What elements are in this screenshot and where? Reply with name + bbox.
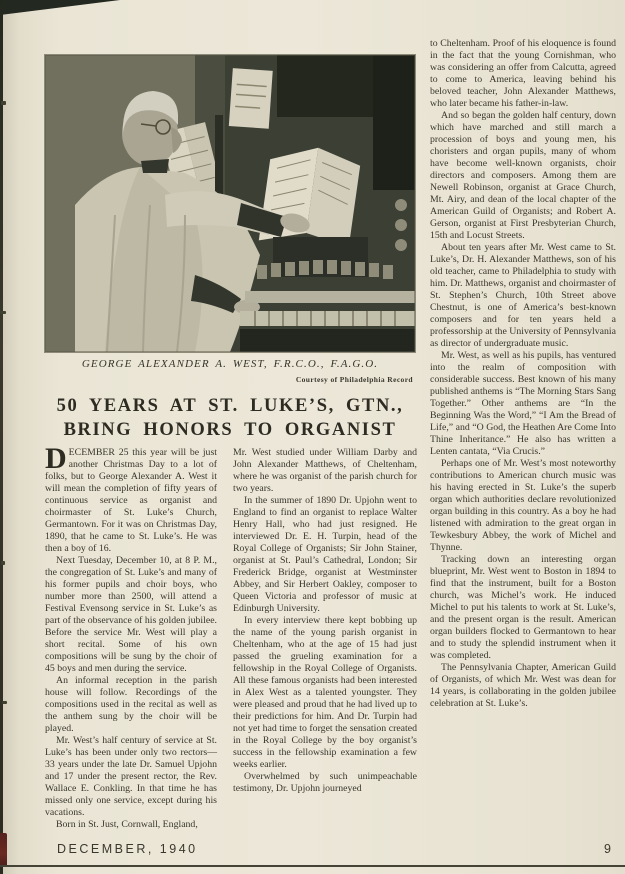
article-paragraph: Mr. West studied under William Darby and John Alexander Matthews, of Cheltenham, where he was organist of the parish church for two years. <box>233 447 417 494</box>
article-column-2 <box>233 447 417 861</box>
article-paragraph: In the summer of 1890 Dr. Upjohn went to England to find an organist to replace Walter Henry Hall, who had just resigned. He interviewed Dr. E. H. Turpin, head of the Royal College of Organists; Sir John Stainer, organist at St. Paul’s Cathedral, London; Sir Frederick Bridge, organist at Westminster Abbey, and Sir Herbert Oakley, composer to Queen Victoria and professor of music at Edinburgh University. <box>233 495 417 614</box>
page-gutter-edge <box>0 0 3 874</box>
opening-paragraph-text: ECEMBER 25 this year will be just another Christmas Day to a lot of folks, but to George Alexander A. West it will mean the completion of fifty years of continuous service as organist and choirmaster of St. Luke’s Church, Germantown. For it was on Christmas Day, 1890, that he came to St. Luke’s. He was then a boy of 16. <box>45 447 217 554</box>
scan-speck <box>0 311 6 314</box>
scan-speck <box>1 101 6 105</box>
article-paragraph: Next Tuesday, December 10, at 8 P. M., the congregation of St. Luke’s and many of his former pupils and choir boys, who number more than 2500, will attend a Festival Evensong service in St. Luke’s as part of the observance of his golden jubilee. Before the service Mr. West will play a short recital. Some of his own compositions will be sung by the choir of 45 boys and men during the service. <box>45 555 217 674</box>
footer-rule <box>0 865 625 867</box>
article-paragraph: to Cheltenham. Proof of his eloquence is found in the fact that the young Cornishman, who was considering an offer from Calcutta, agreed to come to America, leaving behind his beloved teacher, John Alexander Matthews, who later became his father-in-law. <box>430 38 616 109</box>
article-paragraph: Tracking down an interesting organ blueprint, Mr. West went to Boston in 1894 to find that the instrument, built for a Boston church, was Michel’s work. He induced Michel to put his talents to work at St. Luke’s, and the present organ is the result. American organ builders flocked to Germantown to hear and to study the splendid instrument when it was completed. <box>430 554 616 661</box>
scan-speck <box>2 701 7 704</box>
scan-speck <box>1 561 5 565</box>
opening-paragraph <box>45 447 217 555</box>
organist-photo <box>45 55 415 352</box>
page-footer <box>0 842 625 860</box>
article-paragraph: In every interview there kept bobbing up the name of the young parish organist in Cheltenham, who at the age of 15 had just passed the grueling examination for a fellowship in the Royal College of Organists. All these famous organists had been interested in Alex West as a talented youngster. They were pleased and proud that he had lived up to their predictions for him. And Dr. Turpin had not yet had time to forget the sensation created in the Royal College by the boy organist’s success in the fellowship examination a few weeks earlier. <box>233 615 417 770</box>
article-paragraph: Perhaps one of Mr. West’s most noteworthy contributions to American church music was his having erected in St. Luke’s the superb organ which authorities declare revolutionized organ building in this country. As a boy he had listened with admiration to the great organ in Tewkesbury Abbey, the work of Michel and Thynne. <box>430 458 616 553</box>
scan-edge-shadow <box>0 0 120 15</box>
drop-cap: D <box>45 447 67 475</box>
article-paragraph: And so began the golden half century, down which have marched and still march a procession of boys and young men, his choristers and organ pupils, many of whom have become well-known organists, choir directors and composers. Among them are Newell Robinson, organist at Grace Church, Mt. Airy, and dean of the local chapter of the American Guild of Organists; and Robert A. Gerson, organist at First Presbyterian Church, 15th and Locust Streets. <box>430 110 616 241</box>
article-columns <box>45 447 417 861</box>
article-paragraph: Overwhelmed by such unimpeachable testimony, Dr. Upjohn journeyed <box>233 771 417 794</box>
article-paragraph: Born in St. Just, Cornwall, England, <box>56 819 198 830</box>
photo-caption: GEORGE ALEXANDER A. WEST, F.R.C.O., F.A.G.O. <box>81 358 379 370</box>
headline-line-2: BRING HONORS TO ORGANIST <box>63 420 397 440</box>
photo-credit: Courtesy of Philadelphia Record <box>295 375 413 384</box>
footer-issue-date: DECEMBER, 1940 <box>57 842 198 856</box>
article-column-3 <box>430 38 616 860</box>
article-paragraph: About ten years after Mr. West came to St. Luke’s, Dr. H. Alexander Matthews, son of his old teacher, came to Philadelphia to study with him. Dr. Matthews, organist and choirmaster of St. Stephen’s Church, 10th Street above Chestnut, is one of America’s best-known composers and for ten years held a professorship at the University of Pennsylvania as director of undergraduate music. <box>430 242 616 349</box>
article-column-1 <box>45 447 217 861</box>
article-paragraph: An informal reception in the parish house will follow. Recordings of the compositions used in the recital as well as the anthem sung by the choir will be played. <box>45 675 217 734</box>
article-headline <box>41 394 419 442</box>
note-card <box>229 68 273 129</box>
organist-photo-illustration <box>45 55 415 352</box>
article-paragraph: Mr. West, as well as his pupils, has ventured into the realm of composition with considerable success. Best known of his many published anthems is “The Morning Stars Sang Together.” Other anthems are “In the Beginning Was the Word,” “I Am the Bread of Life,” and “O God, the Heathen Are Come Into Thine Inheritance.” He also has written a Lenten cantata, “Via Crucis.” <box>430 350 616 457</box>
footer-page-number: 9 <box>604 842 611 856</box>
article-paragraph: The Pennsylvania Chapter, American Guild of Organists, of which Mr. West was dean for 14 years, is collaborating in the golden jubilee celebration at St. Luke’s. <box>430 662 616 709</box>
headline-line-1: 50 YEARS AT ST. LUKE’S, GTN., <box>56 396 404 416</box>
article-paragraph: Mr. West’s half century of service at St. Luke’s has been under only two rectors—33 years under the late Dr. Samuel Upjohn and 17 under the present rector, the Rev. Wallace E. Conkling. In that time he has missed only one service, except during his vacations. <box>45 735 217 818</box>
